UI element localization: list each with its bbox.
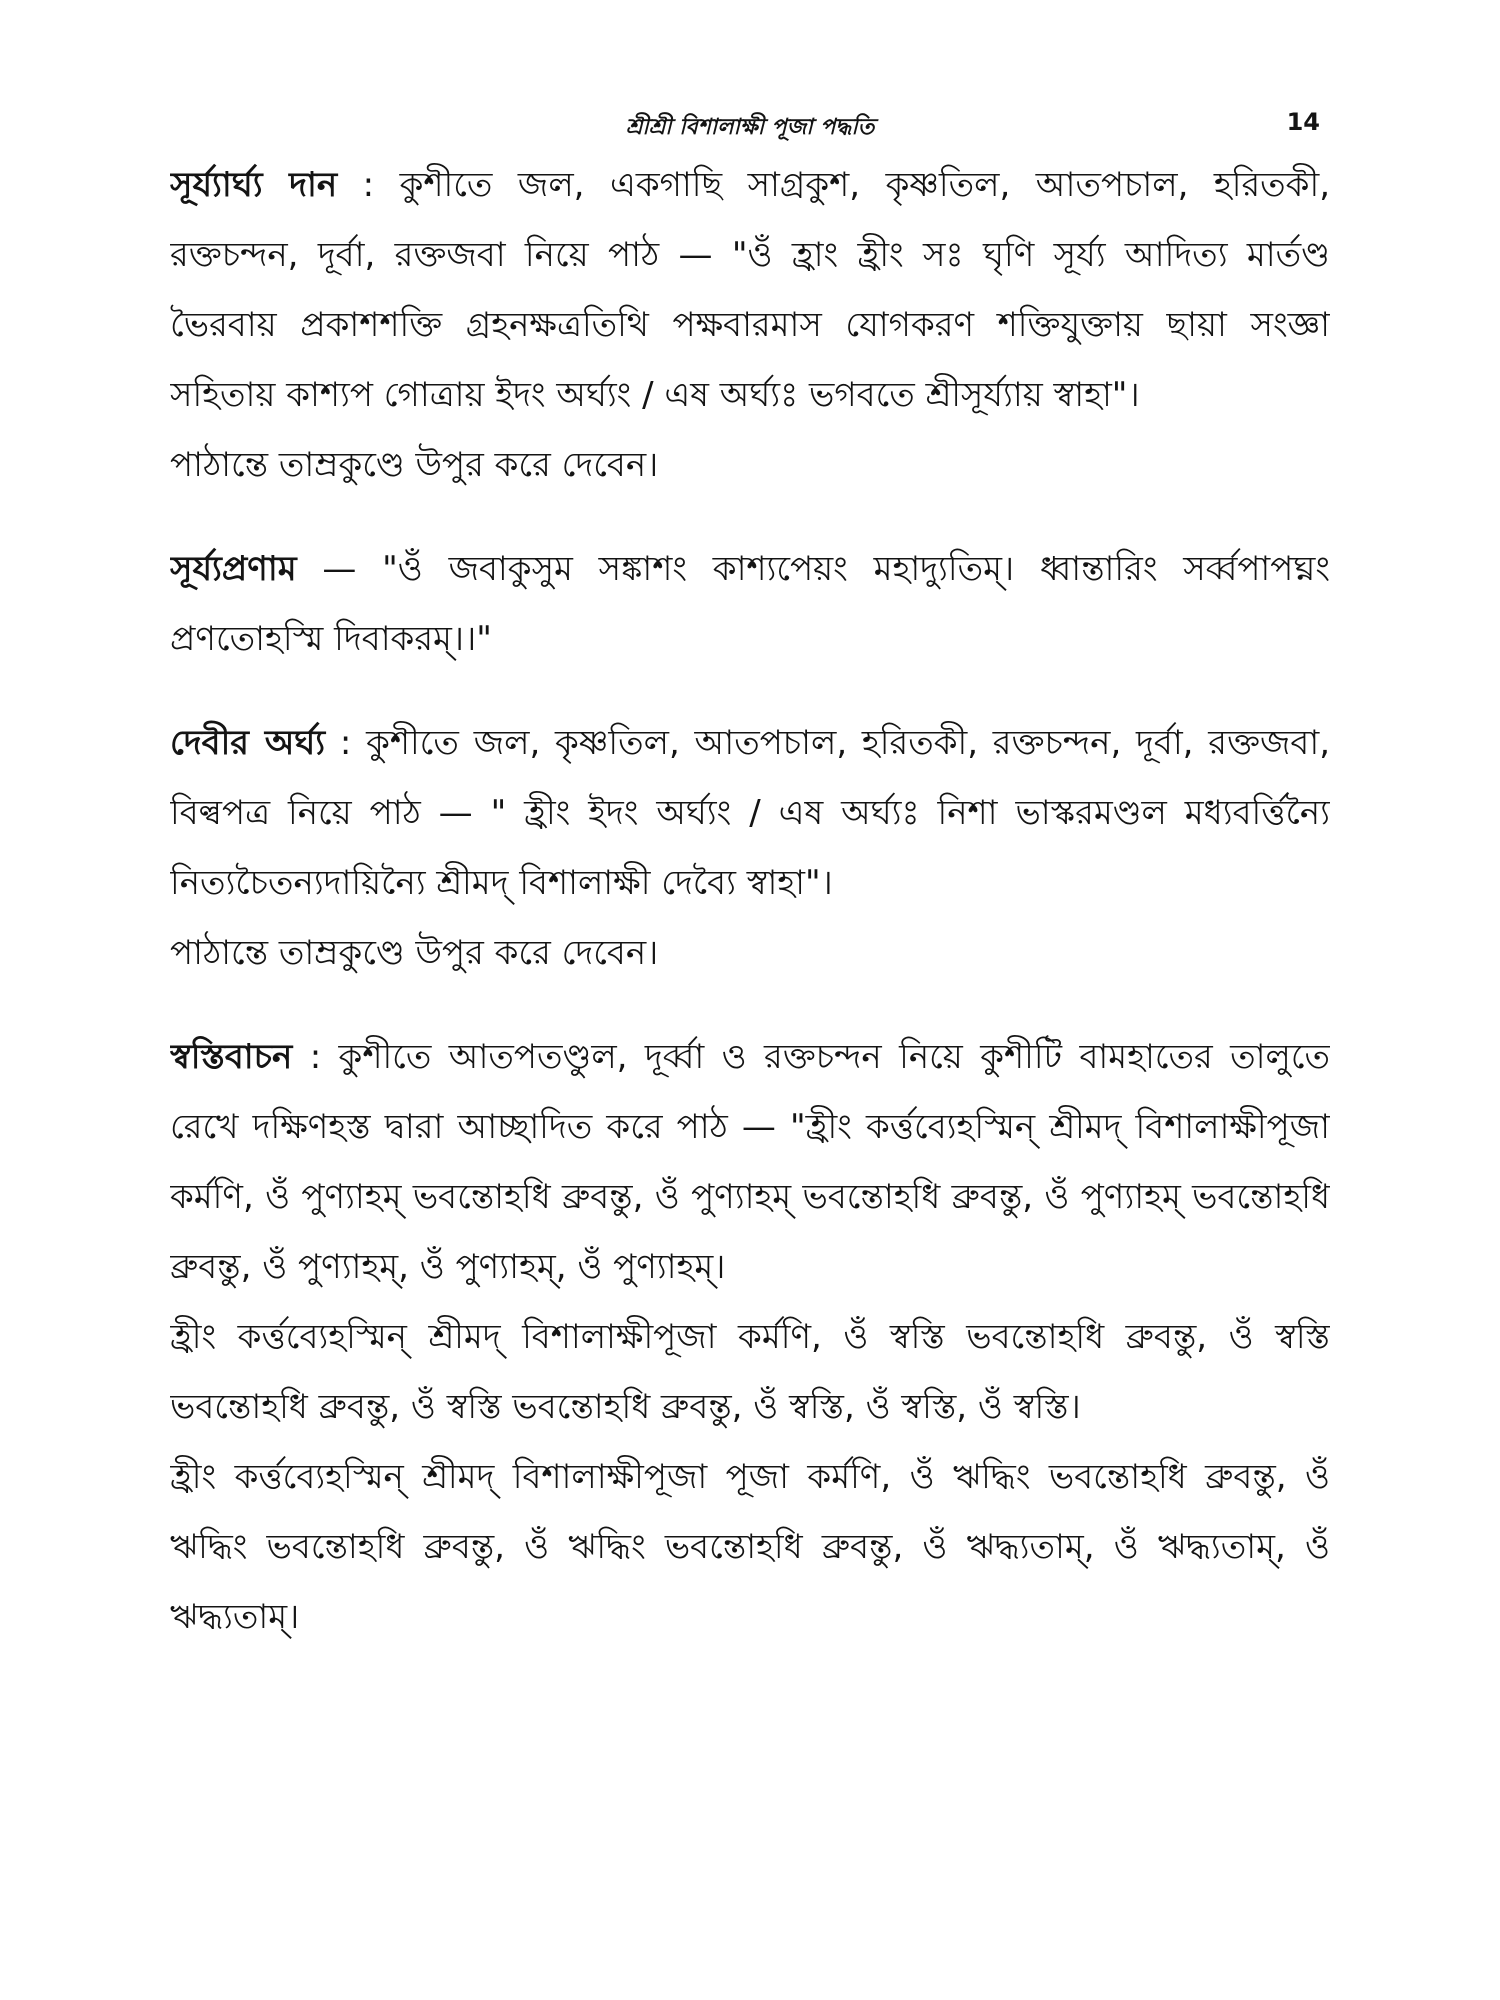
note-text: পাঠান্তে তাম্রকুণ্ডে উপুর করে দেবেন। — [170, 445, 659, 485]
heading-separator: : — [337, 165, 400, 205]
section-heading: দেবীর অর্ঘ্য — [170, 723, 326, 763]
heading-separator: — — [296, 549, 383, 589]
heading-separator: : — [292, 1037, 339, 1077]
paragraph — [170, 534, 1330, 674]
running-header — [170, 100, 1330, 150]
section-devi-arghya — [170, 708, 1330, 988]
paragraph-text: "ওঁ জবাকুসুম সঙ্কাশং কাশ্যপেয়ং মহাদ্যুতিম্। ধ্বান্তারিং সর্ব্বপাপঘ্নং প্রণতোহস্মি দিবাকরম্।।" — [170, 549, 1330, 659]
page-number: 14 — [1286, 108, 1320, 136]
paragraph — [170, 708, 1330, 918]
paragraph — [170, 1022, 1330, 1302]
spacer — [170, 500, 1330, 534]
section-heading: স্বস্তিবাচন — [170, 1037, 293, 1077]
document-page — [170, 100, 1330, 1960]
paragraph-text: হ্রীং কর্ত্তব্যেহস্মিন্ শ্রীমদ্ বিশালাক্ষীপূজা পূজা কর্মণি, ওঁ ঋদ্ধিং ভবন্তোহধি ব্রুবন্তু, ওঁ ঋদ্ধিং ভবন্তোহধি ব্রুবন্তু, ওঁ ঋদ্ধিং ভবন্তোহধি ব্রুবন্তু, ওঁ ঋদ্ধ্যতাম্, ওঁ ঋদ্ধ্যতাম্, ওঁ ঋদ্ধ্যতাম্। — [170, 1457, 1330, 1637]
section-surya-arghya — [170, 150, 1330, 500]
paragraph-text: কুশীতে আতপতণ্ডুল, দূর্ব্বা ও রক্তচন্দন নিয়ে কুশীটি বামহাতের তালুতে রেখে দক্ষিণহস্ত দ্বারা আচ্ছাদিত করে পাঠ — "হ্রীং কর্ত্তব্যেহস্মিন্ শ্রীমদ্ বিশালাক্ষীপূজা কর্মণি, ওঁ পুণ্যাহম্ ভবন্তোহধি ব্রুবন্তু, ওঁ পুণ্যাহম্ ভবন্তোহধি ব্রুবন্তু, ওঁ পুণ্যাহম্ ভবন্তোহধি ব্রুবন্তু, ওঁ পুণ্যাহম্, ওঁ পুণ্যাহম্, ওঁ পুণ্যাহম্। — [170, 1037, 1330, 1287]
section-heading: সূর্য্যপ্রণাম — [170, 549, 297, 589]
section-heading: সূর্য্যার্ঘ্য দান — [170, 165, 338, 205]
section-swastivachan — [170, 1022, 1330, 1652]
spacer — [170, 988, 1330, 1022]
paragraph-text: হ্রীং কর্ত্তব্যেহস্মিন্ শ্রীমদ্ বিশালাক্ষীপূজা কর্মণি, ওঁ স্বস্তি ভবন্তোহধি ব্রুবন্তু, ওঁ স্বস্তি ভবন্তোহধি ব্রুবন্তু, ওঁ স্বস্তি ভবন্তোহধি ব্রুবন্তু, ওঁ স্বস্তি, ওঁ স্বস্তি, ওঁ স্বস্তি। — [170, 1317, 1330, 1427]
heading-separator: : — [325, 723, 367, 763]
note-text: পাঠান্তে তাম্রকুণ্ডে উপুর করে দেবেন। — [170, 933, 659, 973]
paragraph-text: কুশীতে জল, কৃষ্ণতিল, আতপচাল, হরিতকী, রক্তচন্দন, দূর্বা, রক্তজবা, বিল্বপত্র নিয়ে পাঠ — " হ্রীং ইদং অর্ঘ্যং / এষ অর্ঘ্যঃ নিশা ভাস্করমণ্ডল মধ্যবর্ত্তিন্যৈ নিত্যচৈতন্যদায়িন্যৈ শ্রীমদ্ বিশালাক্ষী দেব্যৈ স্বাহা"। — [170, 723, 1330, 903]
section-surya-pranam — [170, 534, 1330, 674]
paragraph-text: কুশীতে জল, একগাছি সাগ্রকুশ, কৃষ্ণতিল, আতপচাল, হরিতকী, রক্তচন্দন, দূর্বা, রক্তজবা নিয়ে পাঠ — "ওঁ হ্রাং হ্রীং সঃ ঘৃণি সূর্য্য আদিত্য মার্তণ্ড ভৈরবায় প্রকাশশক্তি গ্রহনক্ষত্রতিথি পক্ষবারমাস যোগকরণ শক্তিযুক্তায় ছায়া সংজ্ঞা সহিতায় কাশ্যপ গোত্রায় ইদং অর্ঘ্যং / এষ অর্ঘ্যঃ ভগবতে শ্রীসূর্য্যায় স্বাহা"। — [170, 165, 1330, 415]
spacer — [170, 674, 1330, 708]
paragraph — [170, 150, 1330, 430]
header-title: শ্রীশ্রী বিশালাক্ষী পূজা পদ্ধতি — [625, 115, 875, 140]
